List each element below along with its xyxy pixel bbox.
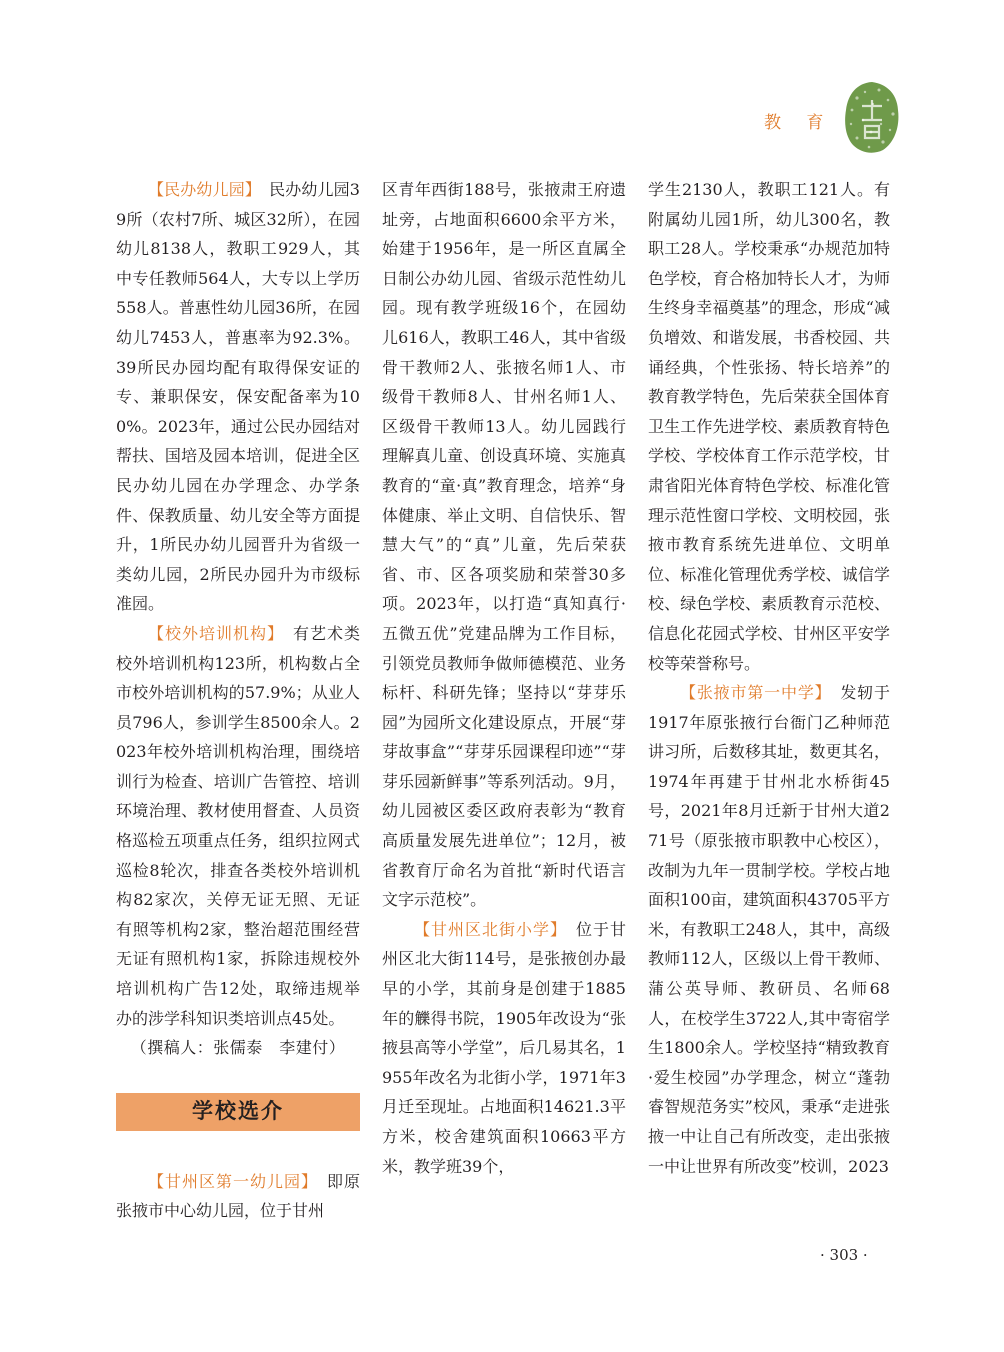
paragraph-body: 发轫于1917年原张掖行台衙门乙种师范讲习所，后数移其址，数更其名，1974年再建于甘州北水桥街45号，2021年8月迁新于甘州大道271号（原张掖市职教中心校区），改制为九年一贯制学校。学校占地面积100亩，建筑面积43705平方米，有教职工248人，其中，高级教师112人，区级以上骨干教师、蒲公英导师、教研员、名师68人，在校学生3722人,其中寄宿学生1800余人。学校坚持“精致教育·爱生校园”办学理念，树立“蓬勃睿智规范务实”校风，秉承“走进张掖一中让自己有所改变，走出张掖一中让世界有所改变”校训，2023 bbox=[648, 683, 890, 1176]
paragraph-body: 即原张掖市中心幼儿园，位于甘州 bbox=[116, 1171, 360, 1221]
section-banner bbox=[116, 1093, 360, 1131]
entry-heading: 【民办幼儿园】 bbox=[148, 180, 253, 199]
entry-heading: 【甘州区第一幼儿园】 bbox=[148, 1171, 310, 1191]
paragraph-private-kindergarten bbox=[116, 175, 360, 619]
paragraph-beijie-primary-cont: 学生2130人，教职工121人。有附属幼儿园1所，幼儿300名，教职工28人。学校秉承“办规范加特色学校，育合格加特长人才，为师生终身幸福奠基”的理念，形成“减负增效、和谐发展，书香校园、共诵经典，个性张扬、特长培养”的教育教学特色，先后荣获全国体育卫生工作先进学校、素质教育特色学校、学校体育工作示范学校，甘肃省阳光体育特色学校、标准化管理示范性窗口学校、文明校园，张掖市教育系统先进单位、文明单位、标准化管理优秀学校、诚信学校、绿色学校、素质教育示范校、信息化花园式学校、甘州区平安学校等荣誉称号。 bbox=[648, 180, 890, 673]
entry-heading: 【校外培训机构】 bbox=[148, 623, 276, 643]
section-header: 教 育 bbox=[764, 113, 834, 133]
text-column-right bbox=[648, 175, 890, 1181]
text-column-middle bbox=[382, 175, 626, 1181]
text-column-left bbox=[116, 175, 360, 1226]
seal-stamp-icon bbox=[843, 80, 901, 154]
paragraph-body: 有艺术类校外培训机构123所，机构数占全市校外培训机构的57.9%；从业人员796人，参训学生8500余人。2023年校外培训机构治理，围绕培训行为检查、培训广告管控、培训环境治理、教材使用督查、人员资格巡检五项重点任务，组织拉网式巡检8轮次，排查各类校外培训机构82家次，关停无证无照、无证有照等机构2家，整治超范围经营无证有照机构1家，拆除违规校外培训机构广告12处，取缔违规举办的涉学科知识类培训点45处。 bbox=[116, 623, 360, 1028]
paragraph-first-kindergarten-cont: 区青年西街188号，张掖肃王府遗址旁，占地面积6600余平方米，始建于1956年，是一所区直属全日制公办幼儿园、省级示范性幼儿园。现有教学班级16个，在园幼儿616人，教职工46人，其中省级骨干教师2人、张掖名师1人、市级骨干教师8人、甘州名师1人、区级骨干教师13人。幼儿园践行理解真儿童、创设真环境、实施真教育的“童·真”教育理念，培养“身体健康、举止文明、自信快乐、智慧大气”的“真”儿童，先后荣获省、市、区各项奖励和荣誉30多项。2023年，以打造“真知真行·五微五优”党建品牌为工作目标，引领党员教师争做师德模范、业务标杆、科研先锋；坚持以“芽芽乐园”为园所文化建设原点，开展“芽芽故事盒”“芽芽乐园课程印迹”“芽芽乐园新鲜事”等系列活动。9月，幼儿园被区委区政府表彰为“教育高质量发展先进单位”；12月，被省教育厅命名为首批“新时代语言文字示范校”。 bbox=[382, 180, 626, 910]
page-number: · 303 · bbox=[820, 1246, 868, 1264]
author-credit: （撰稿人：张儒泰 李建付） bbox=[130, 1038, 346, 1058]
paragraph-training-institutions bbox=[116, 619, 360, 1033]
paragraph-beijie-primary bbox=[382, 915, 626, 1181]
paragraph-first-kindergarten bbox=[116, 1167, 360, 1226]
entry-heading: 【甘州区北街小学】 bbox=[414, 919, 559, 939]
section-title: 学校选介 bbox=[192, 1099, 284, 1124]
paragraph-body: 位于甘州区北大街114号，是张掖创办最早的小学，其前身是创建于1885年的觻得书院，1905年改设为“张掖县高等小学堂”，后几易其名，1955年改名为北街小学，1971年3月迁至现址。占地面积14621.3平方米，校舍建筑面积10663平方米，教学班39个， bbox=[382, 919, 626, 1176]
paragraph-first-middle-school bbox=[648, 678, 890, 1181]
entry-heading: 【张掖市第一中学】 bbox=[680, 683, 824, 703]
paragraph-body: 民办幼儿园39所（农村7所、城区32所），在园幼儿8138人，教职工929人，其中专任教师564人，大专以上学历558人。普惠性幼儿园36所，在园幼儿7453人，普惠率为92.3%。39所民办园均配有取得保安证的专、兼职保安，保安配备率为100%。2023年，通过公民办园结对帮扶、国培及园本培训，促进全区民办幼儿园在办学理念、办学条件、保教质量、幼儿安全等方面提升，1所民办幼儿园晋升为省级一类幼儿园，2所民办园升为市级标准园。 bbox=[116, 180, 360, 614]
